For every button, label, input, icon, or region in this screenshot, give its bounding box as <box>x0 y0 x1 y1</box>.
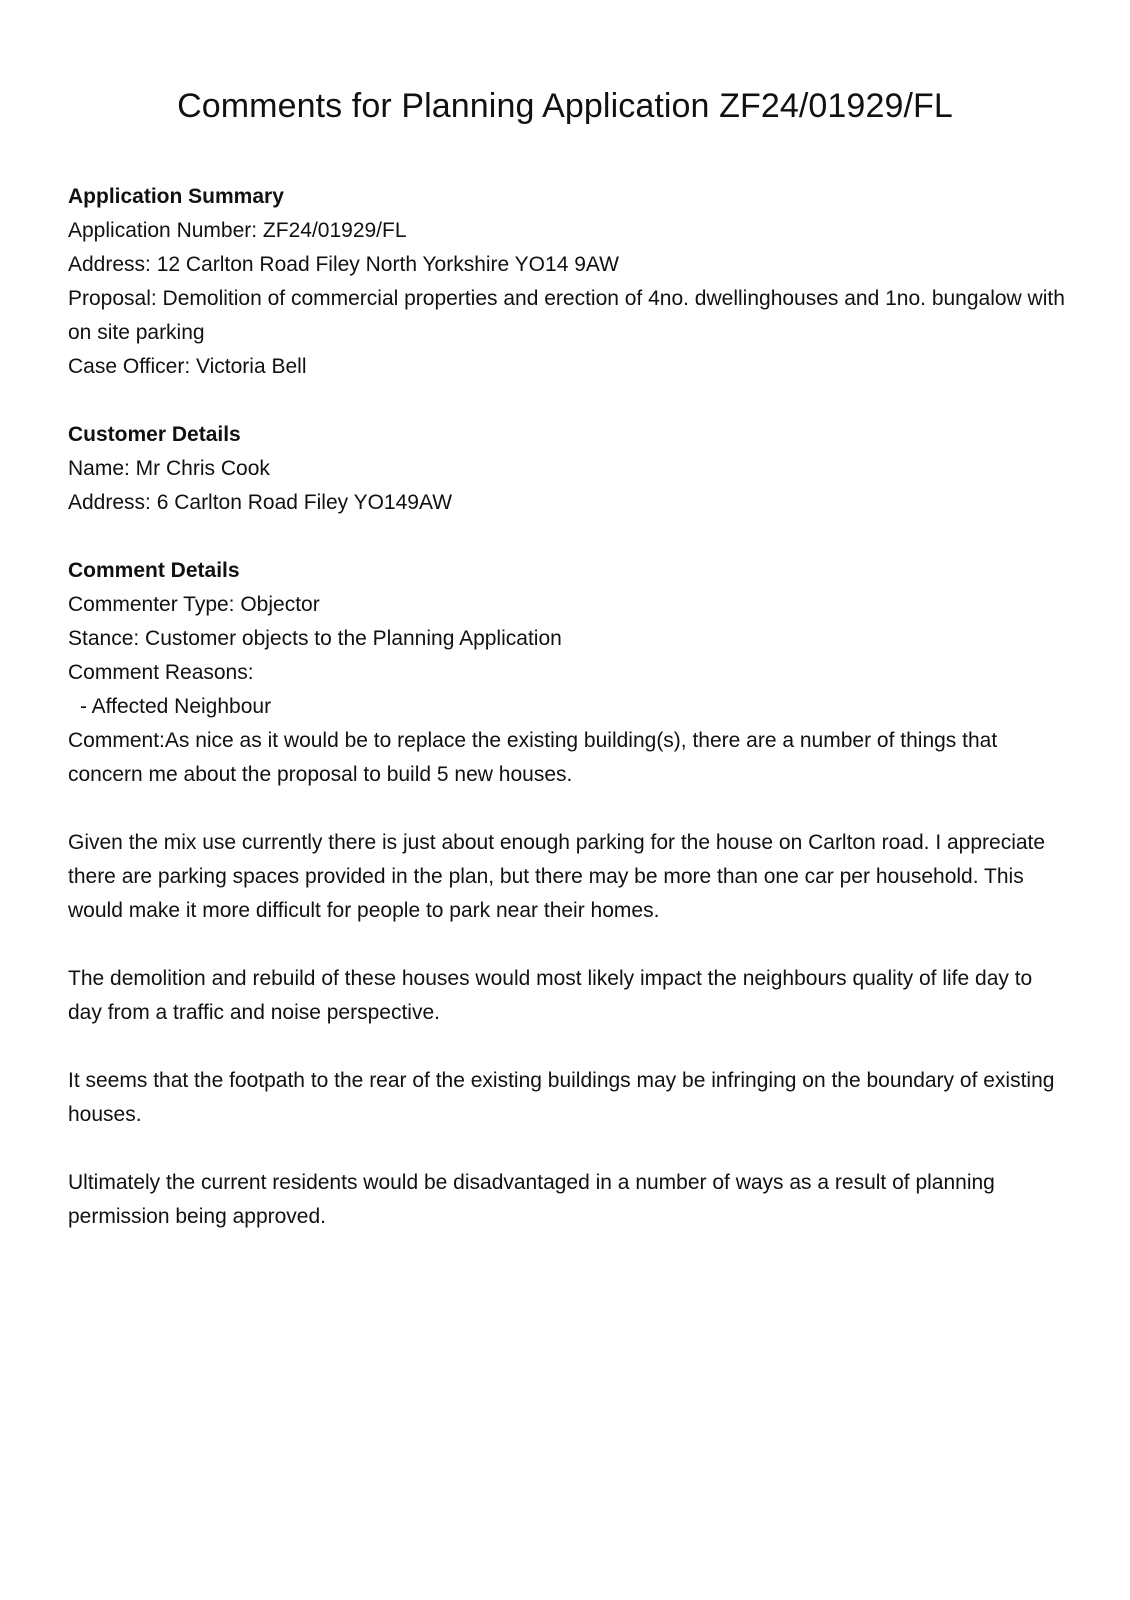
case-officer: Case Officer: Victoria Bell <box>68 355 307 378</box>
customer-details-heading: Customer Details <box>68 423 241 446</box>
application-proposal: Proposal: Demolition of commercial properties and erection of 4no. dwellinghouses and 1no. bungalow with on site parking <box>68 287 1065 344</box>
comment-paragraph-parking: Given the mix use currently there is just about enough parking for the house on Carlton road. I appreciate there are parking spaces provided in the plan, but there may be more than one car per household. This would make it more difficult for people to park near their homes. <box>68 831 1046 922</box>
comment-paragraph-conclusion: Ultimately the current residents would be disadvantaged in a number of ways as a result of planning permission being approved. <box>68 1171 995 1228</box>
spacer <box>68 1030 1068 1064</box>
commenter-type: Commenter Type: Objector <box>68 593 320 616</box>
application-summary-heading: Application Summary <box>68 185 284 208</box>
customer-details-section <box>68 418 1068 520</box>
spacer <box>68 384 1068 418</box>
page-title: Comments for Planning Application ZF24/01929/FL <box>177 87 953 125</box>
stance: Stance: Customer objects to the Planning Application <box>68 627 562 650</box>
spacer <box>68 928 1068 962</box>
comment-paragraph-footpath: It seems that the footpath to the rear of the existing buildings may be infringing on the boundary of existing houses. <box>68 1069 1055 1126</box>
comment-details-heading: Comment Details <box>68 559 240 582</box>
comment-reason-item: - Affected Neighbour <box>80 695 272 718</box>
comment-reasons-label: Comment Reasons: <box>68 661 254 684</box>
comment-paragraph-demolition: The demolition and rebuild of these houses would most likely impact the neighbours quality of life day to day from a traffic and noise perspective. <box>68 967 1033 1024</box>
customer-name: Name: Mr Chris Cook <box>68 457 270 480</box>
application-summary-section <box>68 180 1068 384</box>
comment-intro: Comment:As nice as it would be to replace the existing building(s), there are a number of things that concern me about the proposal to build 5 new houses. <box>68 729 998 786</box>
spacer <box>68 792 1068 826</box>
application-address: Address: 12 Carlton Road Filey North Yorkshire YO14 9AW <box>68 253 619 276</box>
document-body <box>68 180 1068 1234</box>
customer-address: Address: 6 Carlton Road Filey YO149AW <box>68 491 453 514</box>
spacer <box>68 1132 1068 1166</box>
application-number: Application Number: ZF24/01929/FL <box>68 219 407 242</box>
spacer <box>68 520 1068 554</box>
comment-details-section <box>68 554 1068 1234</box>
